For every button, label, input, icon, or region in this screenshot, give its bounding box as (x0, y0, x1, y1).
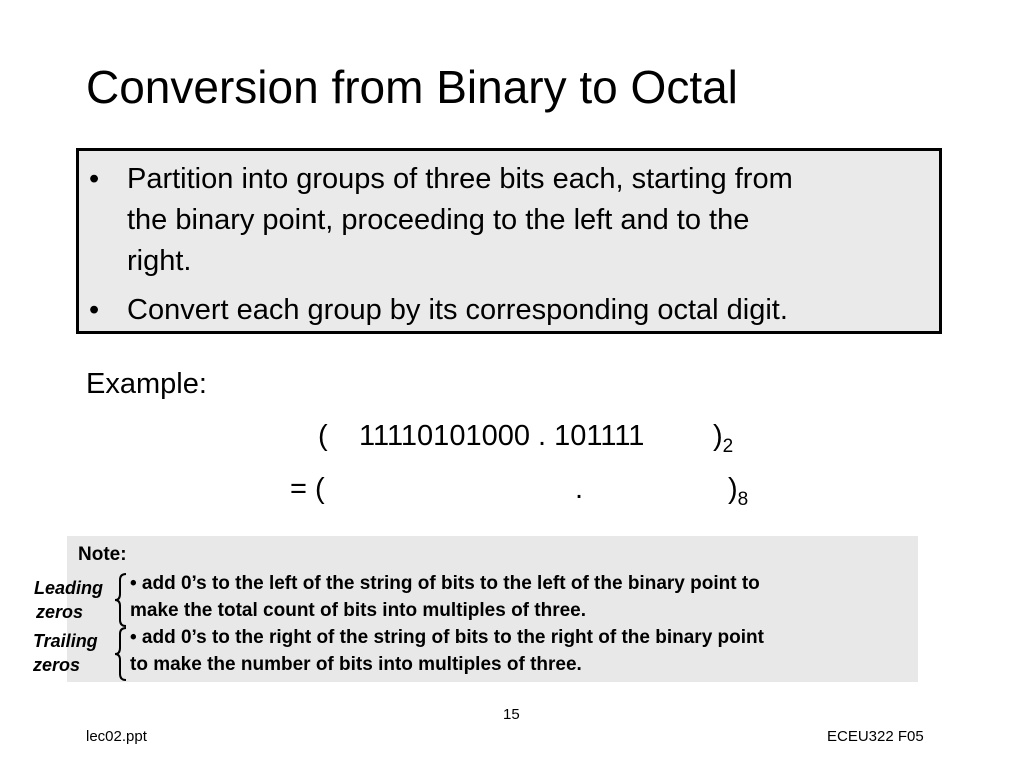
binary-number: 11110101000 . 101111 (359, 420, 645, 452)
footer-course: ECEU322 F05 (827, 728, 924, 745)
octal-point: . (575, 473, 584, 505)
leading-zeros-label: Leading zeros (34, 578, 104, 622)
binary-base-subscript: 2 (722, 436, 734, 457)
slide-title: Conversion from Binary to Octal (86, 61, 738, 113)
bullet-list (89, 159, 919, 331)
note-title: Note: (78, 544, 127, 565)
bullet-box (76, 148, 942, 334)
bullet-line: right. (127, 245, 192, 277)
octal-close-paren: )$_8$ (728, 473, 749, 510)
bullet-line: Partition into groups of three bits each, starting from (127, 163, 793, 195)
bullet-item-partition (89, 159, 919, 282)
footer-filename: lec02.ppt (86, 728, 147, 745)
octal-base-subscript: 8 (737, 489, 749, 510)
trailing-brace-icon (114, 627, 128, 681)
bullet-marker: • (89, 163, 100, 195)
note-trailing-text: • add 0’s to the right of the string of bits to the right of the binary point to make the number of bits into multiples of three. (130, 627, 764, 675)
binary-close-paren: )$_2$ (713, 420, 734, 457)
page-number: 15 (503, 706, 520, 723)
binary-open-paren: ( (318, 420, 328, 452)
octal-open-paren: = ( (290, 473, 325, 505)
bullet-line: the binary point, proceeding to the left and to the (127, 204, 750, 236)
bullet-marker: • (89, 294, 100, 326)
bullet-item-convert (89, 290, 919, 331)
note-leading-text: • add 0’s to the left of the string of bits to the left of the binary point to make the total count of bits into multiples of three. (130, 573, 760, 621)
trailing-zeros-label: Trailing zeros (33, 631, 98, 675)
example-label: Example: (86, 368, 207, 400)
bullet-line: Convert each group by its corresponding octal digit. (127, 294, 788, 326)
leading-brace-icon (114, 573, 128, 627)
